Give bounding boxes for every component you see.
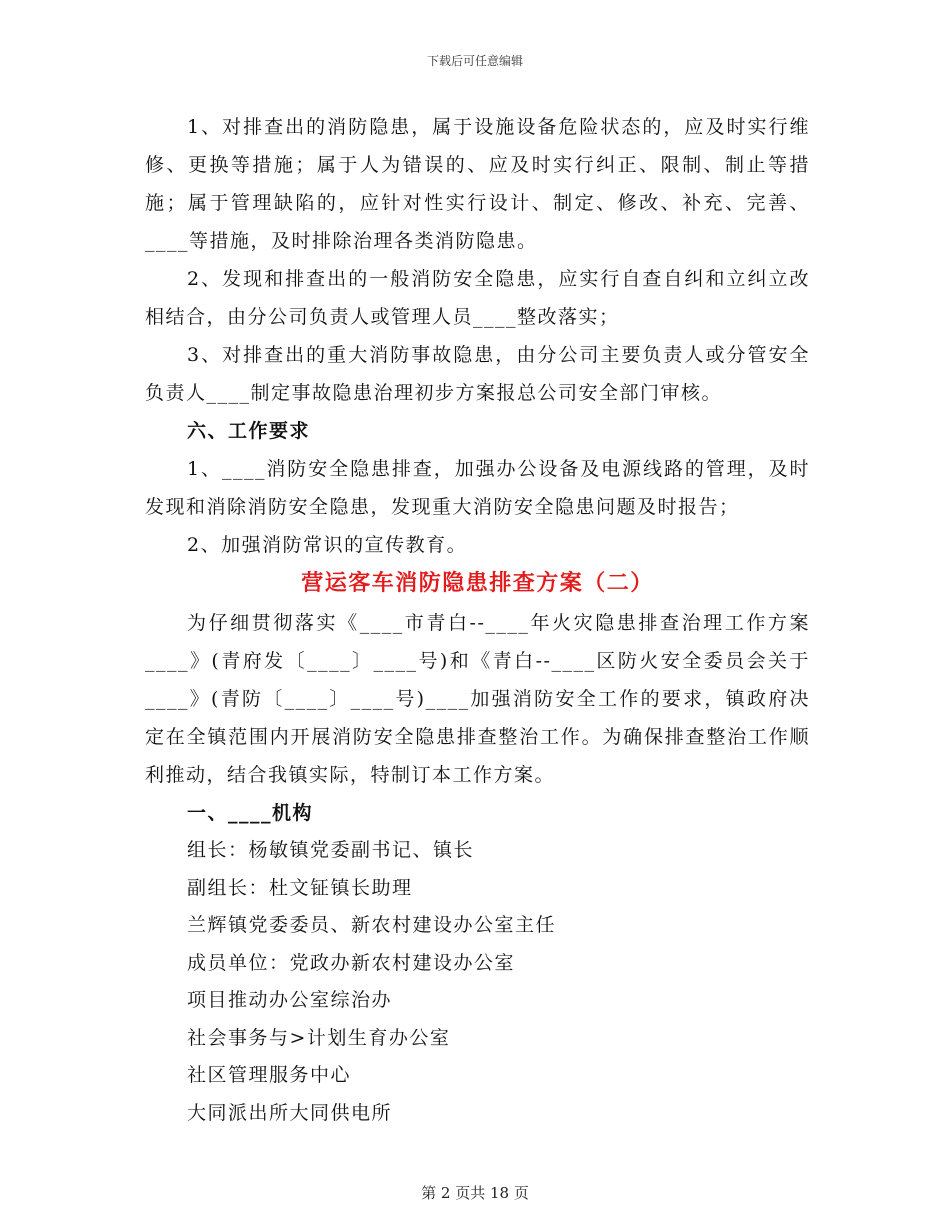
- org-line-4: 成员单位：党政办新农村建设办公室: [187, 951, 516, 974]
- paragraph-item-2: 2、发现和排查出的一般消防安全隐患，应实行自查自纠和立纠立改相结合，由分公司负责人或管理人员____整改落实；: [145, 268, 810, 328]
- document-body: [145, 108, 810, 1132]
- section-six-heading: 六、工作要求: [187, 420, 311, 442]
- paragraph-item-1: 1、对排查出的消防隐患，属于设施设备危险状态的，应及时实行维修、更换等措施；属于人为错误的、应及时实行纠正、限制、制止等措施；属于管理缺陷的，应针对性实行设计、制定、修改、补充、完善、____等措施，及时排除治理各类消防隐患。: [145, 116, 810, 252]
- org-line-8: 大同派出所大同供电所: [187, 1101, 393, 1124]
- section-one-heading: 一、____机构: [187, 802, 314, 824]
- document-title: 营运客车消防隐患排查方案（二）: [301, 571, 654, 596]
- intro-paragraph: 为仔细贯彻落实《____市青白--____年火灾隐患排查治理工作方案____》(青府发〔____〕____号)和《青白--____区防火安全委员会关于____》(青防〔____〕____号)____加强消防安全工作的要求，镇政府决定在全镇范围内开展消防安全隐患排查整治工作。为确保排查整治工作顺利推动，结合我镇实际，特制订本工作方案。: [145, 612, 810, 786]
- org-line-6: 社会事务与>计划生育办公室: [187, 1026, 451, 1049]
- section-six-item-2: 2、加强消防常识的宣传教育。: [187, 534, 468, 556]
- page-footer: 第 2 页共 18 页: [421, 1184, 529, 1202]
- org-line-1: 组长：杨敏镇党委副书记、镇长: [187, 839, 475, 861]
- org-line-7: 社区管理服务中心: [187, 1064, 352, 1086]
- paragraph-item-3: 3、对排查出的重大消防事故隐患，由分公司主要负责人或分管安全负责人____制定事故隐患治理初步方案报总公司安全部门审核。: [145, 344, 810, 404]
- org-line-2: 副组长：杜文钲镇长助理: [187, 876, 413, 899]
- page-header: 下载后可任意编辑: [426, 54, 523, 68]
- section-six-item-1: 1、____消防安全隐患排查，加强办公设备及电源线路的管理，及时发现和消除消防安全隐患，发现重大消防安全隐患问题及时报告；: [145, 458, 810, 518]
- org-line-5: 项目推动办公室综治办: [187, 989, 393, 1011]
- org-line-3: 兰辉镇党委委员、新农村建设办公室主任: [187, 914, 557, 936]
